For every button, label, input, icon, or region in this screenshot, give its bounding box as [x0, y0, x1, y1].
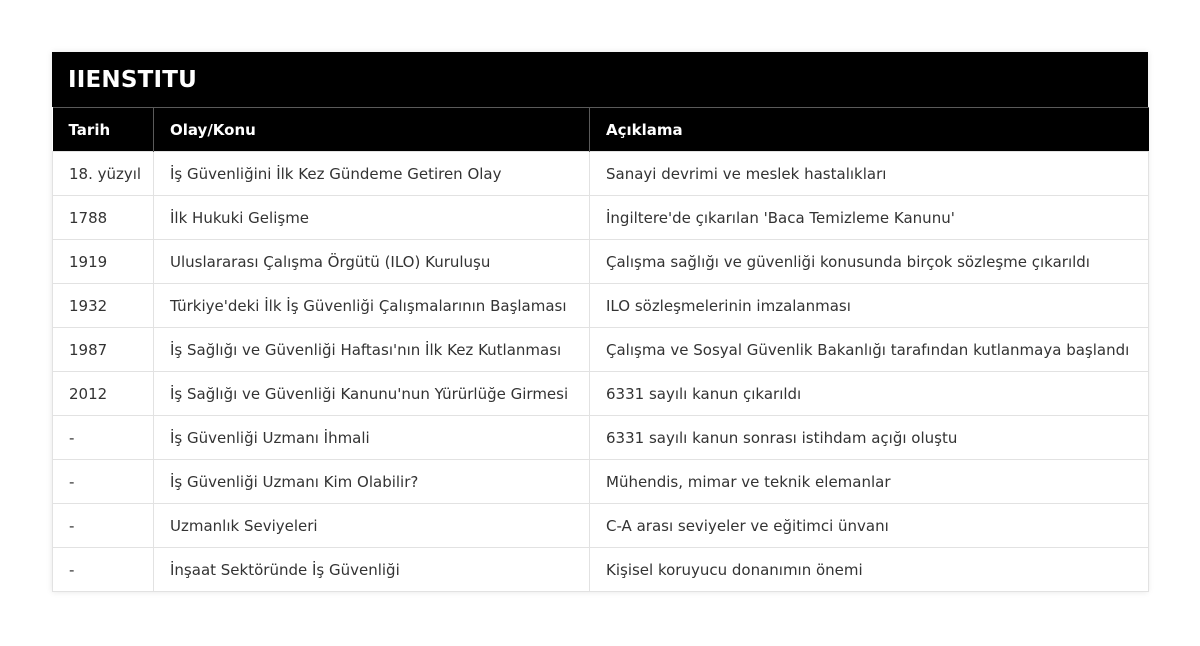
cell-description: C-A arası seviyeler ve eğitimci ünvanı: [590, 504, 1149, 548]
cell-topic: İlk Hukuki Gelişme: [154, 196, 590, 240]
table-row: [53, 284, 1149, 328]
cell-topic: İş Güvenliğini İlk Kez Gündeme Getiren Olay: [154, 152, 590, 196]
column-header-date: Tarih: [53, 108, 154, 152]
table-row: [53, 240, 1149, 284]
cell-topic: İş Güvenliği Uzmanı Kim Olabilir?: [154, 460, 590, 504]
brand-bar: [52, 52, 1148, 107]
cell-description: Sanayi devrimi ve meslek hastalıkları: [590, 152, 1149, 196]
table-card: [52, 52, 1148, 592]
cell-date: 18. yüzyıl: [53, 152, 154, 196]
cell-description: Mühendis, mimar ve teknik elemanlar: [590, 460, 1149, 504]
cell-description: Kişisel koruyucu donanımın önemi: [590, 548, 1149, 592]
table-body: [53, 152, 1149, 592]
cell-topic: İş Güvenliği Uzmanı İhmali: [154, 416, 590, 460]
history-table: [52, 107, 1149, 592]
cell-topic: İş Sağlığı ve Güvenliği Haftası'nın İlk Kez Kutlanması: [154, 328, 590, 372]
cell-date: 1919: [53, 240, 154, 284]
table-row: [53, 196, 1149, 240]
table-row: [53, 416, 1149, 460]
table-row: [53, 548, 1149, 592]
column-header-topic: Olay/Konu: [154, 108, 590, 152]
cell-date: 1788: [53, 196, 154, 240]
table-row: [53, 152, 1149, 196]
cell-date: -: [53, 460, 154, 504]
table-row: [53, 460, 1149, 504]
header-row: [53, 108, 1149, 152]
cell-date: -: [53, 416, 154, 460]
cell-date: -: [53, 548, 154, 592]
cell-description: İngiltere'de çıkarılan 'Baca Temizleme Kanunu': [590, 196, 1149, 240]
cell-topic: Uzmanlık Seviyeleri: [154, 504, 590, 548]
cell-date: 1932: [53, 284, 154, 328]
cell-description: ILO sözleşmelerinin imzalanması: [590, 284, 1149, 328]
cell-topic: İş Sağlığı ve Güvenliği Kanunu'nun Yürürlüğe Girmesi: [154, 372, 590, 416]
cell-topic: İnşaat Sektöründe İş Güvenliği: [154, 548, 590, 592]
cell-description: Çalışma ve Sosyal Güvenlik Bakanlığı tarafından kutlanmaya başlandı: [590, 328, 1149, 372]
cell-date: 2012: [53, 372, 154, 416]
brand-title: IIENSTITU: [68, 66, 198, 93]
cell-description: 6331 sayılı kanun çıkarıldı: [590, 372, 1149, 416]
table-header: [53, 108, 1149, 152]
cell-description: 6331 sayılı kanun sonrası istihdam açığı oluştu: [590, 416, 1149, 460]
table-row: [53, 328, 1149, 372]
cell-topic: Türkiye'deki İlk İş Güvenliği Çalışmalarının Başlaması: [154, 284, 590, 328]
table-row: [53, 504, 1149, 548]
cell-date: -: [53, 504, 154, 548]
cell-topic: Uluslararası Çalışma Örgütü (ILO) Kuruluşu: [154, 240, 590, 284]
table-row: [53, 372, 1149, 416]
cell-description: Çalışma sağlığı ve güvenliği konusunda birçok sözleşme çıkarıldı: [590, 240, 1149, 284]
cell-date: 1987: [53, 328, 154, 372]
column-header-description: Açıklama: [590, 108, 1149, 152]
